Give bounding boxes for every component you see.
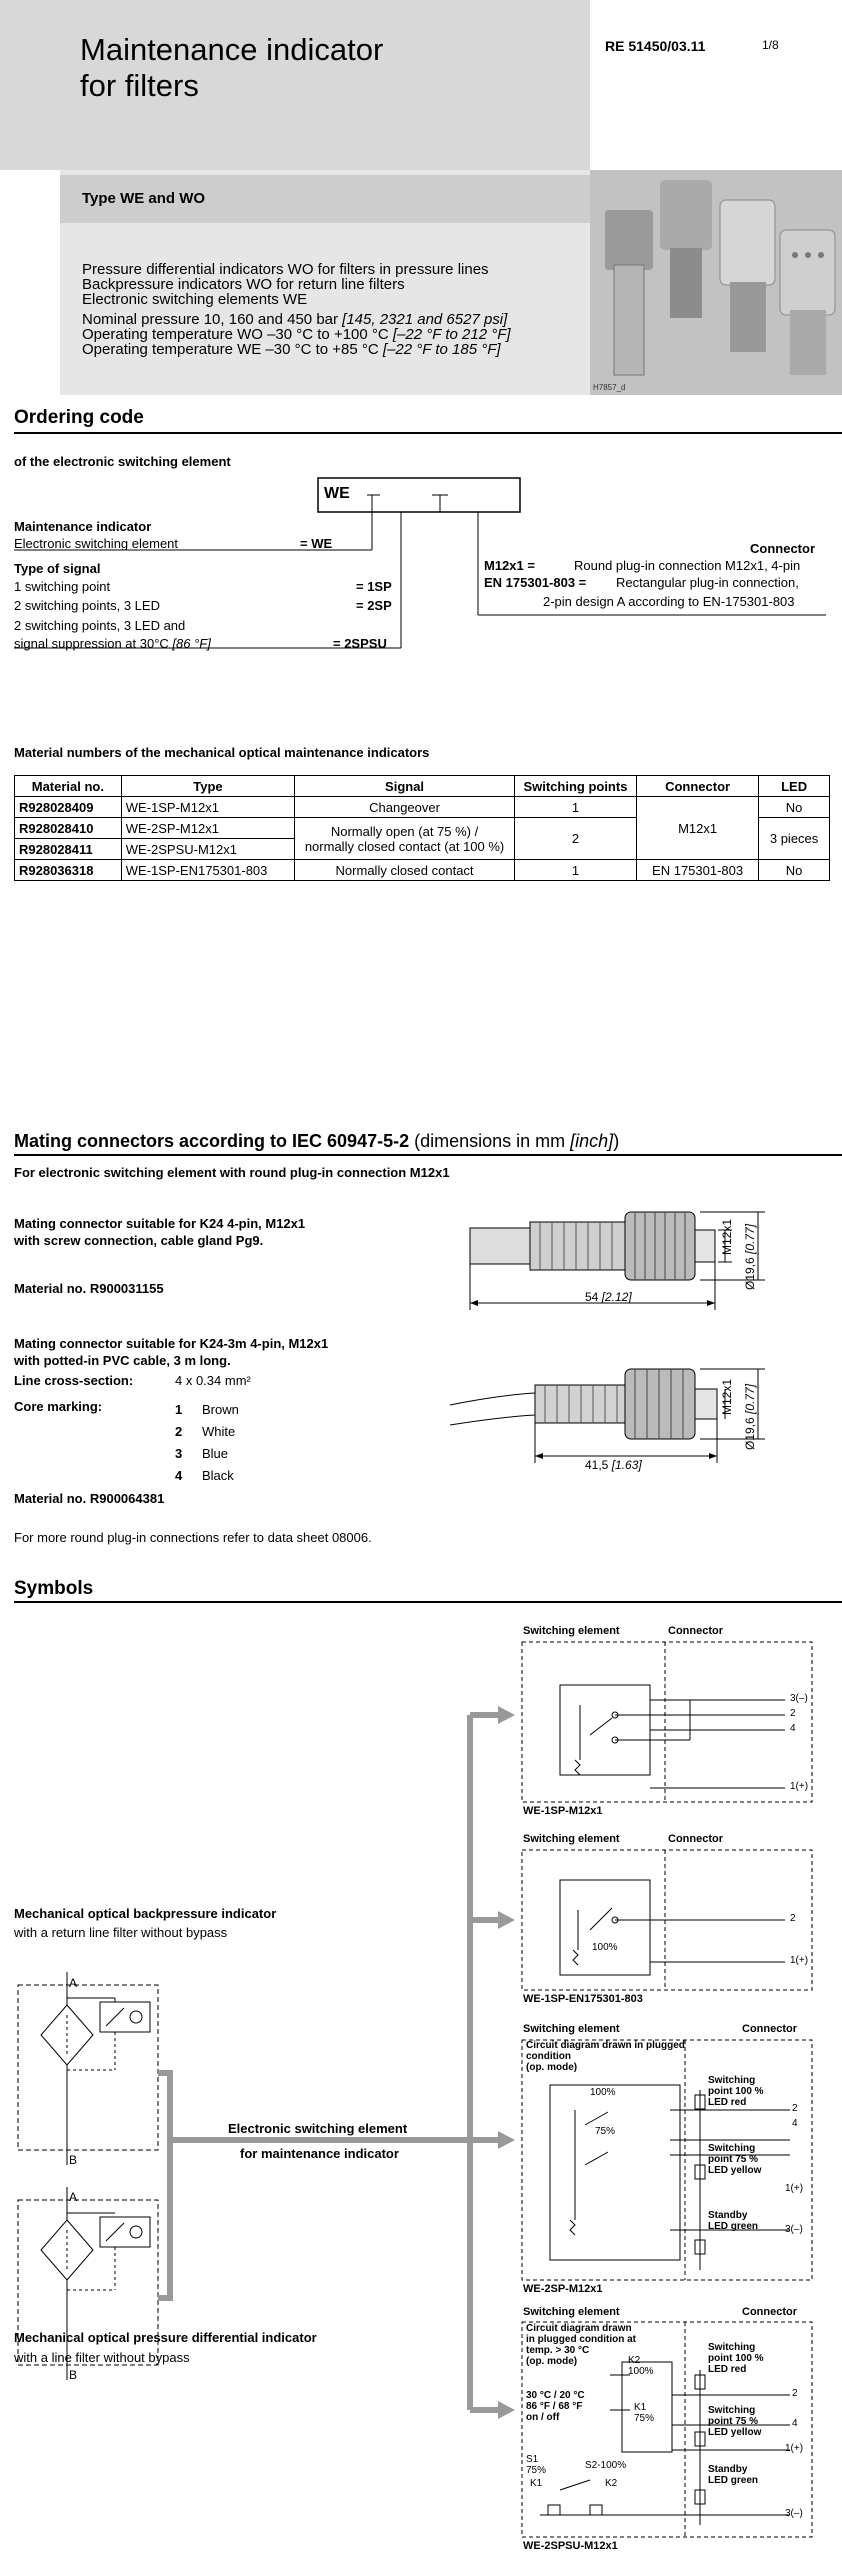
table-header-row	[15, 776, 830, 797]
port-label-a: A	[69, 2190, 78, 2204]
cross-section-label: Line cross-section:	[14, 1373, 134, 1388]
flow-arrows	[158, 1715, 500, 2410]
backpressure-title: Mechanical optical backpressure indicator	[14, 1906, 277, 1921]
switching-element-label: Switching element	[523, 1833, 620, 1845]
temperature-label: 30 °C / 20 °C 86 °F / 68 °F on / off	[526, 2390, 585, 2423]
spec-line: Operating temperature WE –30 °C to +85 °C [–22 °F to 185 °F]	[82, 341, 501, 358]
product-photo-illustration	[590, 170, 842, 395]
connector1-material: Material no. R900031155	[14, 1281, 164, 1296]
cell-material-no: R928028410	[15, 818, 122, 839]
connector-option: Round plug-in connection M12x1, 4-pin	[574, 558, 801, 573]
symbols-heading: Symbols	[14, 1578, 94, 1599]
core-marking-label: Core marking:	[14, 1399, 103, 1414]
switching-element-label: Switching element	[523, 2306, 620, 2318]
flow-arrow-heads	[498, 1706, 515, 2419]
connector-code: M12x1 =	[484, 558, 535, 573]
mating-subheading: For electronic switching element with round plug-in connection M12x1	[14, 1165, 450, 1180]
cell-points: 2	[514, 818, 636, 860]
switch-label: S1 75%	[526, 2454, 547, 2476]
pin-label: 3(–)	[785, 2224, 803, 2235]
ordering-code-heading: Ordering code	[14, 407, 144, 428]
pin-label: 2	[792, 2103, 798, 2114]
diagram-we-1sp-en	[522, 1850, 812, 1990]
connector-label: Connector	[742, 2023, 797, 2035]
column-header: Switching points	[514, 776, 636, 797]
table-row	[15, 860, 830, 881]
description	[82, 262, 489, 307]
port-label-b: B	[69, 2368, 78, 2382]
cell-signal: Normally open (at 75 %) / normally closed contact (at 100 %)	[295, 818, 515, 860]
signal-option: 2 switching points, 3 LED	[14, 598, 160, 613]
pin-label: 2	[792, 2388, 798, 2399]
description-line: Pressure differential indicators WO for filters in pressure lines	[82, 261, 489, 278]
connector2-length-dim: 41,5 [1.63]	[585, 1458, 642, 1472]
relay-label: K2	[605, 2478, 618, 2489]
relay-label: K1 75%	[634, 2402, 655, 2424]
column-header: Material no.	[15, 776, 122, 797]
description-line: Backpressure indicators WO for return line filters	[82, 276, 405, 293]
core-item: 4 Black	[175, 1468, 234, 1483]
table-row	[15, 797, 830, 818]
diagram-caption: WE-2SPSU-M12x1	[523, 2540, 618, 2552]
signal-code: = 1SP	[356, 579, 392, 594]
connector1-length-dim: 54 [2.12]	[585, 1290, 632, 1304]
core-item: 1 Brown	[175, 1402, 239, 1417]
signal-option: signal suppression at 30°C [86 °F]	[14, 636, 211, 651]
led-label: Standby LED green	[708, 2210, 759, 2232]
pin-label: 1(+)	[790, 1955, 809, 1966]
diagram-caption: WE-1SP-EN175301-803	[523, 1993, 643, 2005]
filter-symbol-differential	[18, 2187, 158, 2380]
connector-label: Connector	[668, 1625, 723, 1637]
diagram-caption: WE-2SP-M12x1	[523, 2283, 603, 2295]
relay-label: K2 100%	[628, 2355, 654, 2377]
diagram-we-2sp	[522, 2040, 812, 2280]
percent-label: 100%	[590, 2087, 616, 2098]
section-rule	[14, 1601, 842, 1603]
spec-line: Nominal pressure 10, 160 and 450 bar [145, 2321 and 6527 psi]	[82, 311, 508, 328]
relay-label: K1	[530, 2478, 543, 2489]
spec-line: Operating temperature WO –30 °C to +100 °C [–22 °F to 212 °F]	[82, 326, 511, 343]
pin-label: 4	[792, 2418, 798, 2429]
page-title: Maintenance indicator for filters	[80, 32, 384, 103]
cell-type: WE-2SP-M12x1	[121, 818, 294, 839]
doc-number: RE 51450/03.11	[605, 38, 706, 54]
differential-subtitle: with a line filter without bypass	[14, 2350, 190, 2365]
column-header: LED	[759, 776, 830, 797]
percent-label: 75%	[595, 2126, 616, 2137]
connector2-description: Mating connector suitable for K24-3m 4-pin, M12x1 with potted-in PVC cable, 3 m long.	[14, 1336, 329, 1368]
photo-caption: H7857_d	[593, 383, 626, 392]
description-line: Electronic switching elements WE	[82, 291, 308, 308]
core-item: 3 Blue	[175, 1446, 229, 1461]
cell-connector: M12x1	[637, 797, 759, 860]
connector-option: 2-pin design A according to EN-175301-803	[543, 594, 795, 609]
pin-label: 1(+)	[785, 2443, 804, 2454]
cell-connector: EN 175301-803	[637, 860, 759, 881]
product-photo	[590, 170, 842, 395]
switching-element-label: Switching element	[523, 2023, 620, 2035]
cross-section-value: 4 x 0.34 mm²	[175, 1373, 251, 1388]
cell-points: 1	[514, 860, 636, 881]
pin-label: 2	[790, 1913, 796, 1924]
column-header: Signal	[295, 776, 515, 797]
led-label: Switching point 100 % LED red	[708, 2075, 764, 2108]
ordering-code-prefix: WE	[324, 485, 350, 502]
switching-element-label: Switching element	[523, 1625, 620, 1637]
led-label: Switching point 75 % LED yellow	[708, 2405, 762, 2438]
signal-code: = 2SP	[356, 598, 392, 613]
circuit-note: Circuit diagram drawn in plugged condition at temp. > 30 °C (op. mode)	[526, 2323, 636, 2367]
core-item: 2 White	[175, 1424, 236, 1439]
connector-code: EN 175301-803 =	[484, 575, 587, 590]
led-label: Switching point 100 % LED red	[708, 2342, 764, 2375]
port-label-b: B	[69, 2153, 78, 2167]
circuit-note: Circuit diagram drawn in plugged condition (op. mode)	[526, 2040, 685, 2073]
maintenance-label: Maintenance indicator	[14, 519, 152, 534]
connector1-thread-dim: M12x1	[720, 1218, 734, 1255]
port-label-a: A	[69, 1976, 78, 1990]
connector1-diameter-dim: Ø19,6 [0.77]	[743, 1223, 757, 1290]
cell-type: WE-1SP-M12x1	[121, 797, 294, 818]
switch-label: S2-100%	[585, 2460, 627, 2471]
pin-label: 1(+)	[785, 2183, 804, 2194]
differential-title: Mechanical optical pressure differential indicator	[14, 2330, 317, 2345]
connector2-diameter-dim: Ø19,6 [0.77]	[743, 1383, 757, 1450]
diagram-caption: WE-1SP-M12x1	[523, 1805, 603, 1817]
connector2-material: Material no. R900064381	[14, 1491, 165, 1506]
column-header: Type	[121, 776, 294, 797]
signal-code: = 2SPSU	[333, 636, 387, 651]
signal-label: Type of signal	[14, 561, 101, 576]
center-label: for maintenance indicator	[240, 2146, 399, 2161]
mating-note: For more round plug-in connections refer to data sheet 08006.	[14, 1530, 372, 1545]
cell-led: No	[759, 860, 830, 881]
core-marking-list	[175, 1399, 239, 1487]
connector-label: Connector	[742, 2306, 797, 2318]
cell-points: 1	[514, 797, 636, 818]
filter-symbol-backpressure	[18, 1972, 158, 2165]
cell-led: No	[759, 797, 830, 818]
cell-type: WE-2SPSU-M12x1	[121, 839, 294, 860]
section-rule	[14, 1154, 842, 1156]
maintenance-item: Electronic switching element	[14, 536, 179, 551]
led-label: Standby LED green	[708, 2464, 759, 2486]
pin-label: 4	[790, 1723, 796, 1734]
cell-material-no: R928028409	[15, 797, 122, 818]
ordering-subheading: of the electronic switching element	[14, 454, 231, 469]
connector-option: Rectangular plug-in connection,	[616, 575, 799, 590]
signal-option: 2 switching points, 3 LED and	[14, 618, 186, 633]
connector2-thread-dim: M12x1	[720, 1378, 734, 1415]
pin-label: 1(+)	[790, 1781, 809, 1792]
pin-label: 3(–)	[785, 2508, 803, 2519]
specifications	[82, 312, 511, 357]
led-label: Switching point 75 % LED yellow	[708, 2143, 762, 2176]
cell-material-no: R928028411	[15, 839, 122, 860]
mating-heading: Mating connectors according to IEC 60947-5-2 (dimensions in mm [inch])	[14, 1131, 620, 1151]
maintenance-code: = WE	[300, 536, 333, 551]
pin-label: 4	[792, 2118, 798, 2129]
pin-label: 3(–)	[790, 1693, 808, 1704]
materials-table	[14, 775, 830, 881]
cell-type: WE-1SP-EN175301-803	[121, 860, 294, 881]
column-header: Connector	[637, 776, 759, 797]
type-heading: Type WE and WO	[82, 190, 206, 207]
signal-option: 1 switching point	[14, 579, 111, 594]
diagram-we-1sp	[522, 1642, 812, 1802]
backpressure-subtitle: with a return line filter without bypass	[14, 1925, 228, 1940]
page-number: 1/8	[762, 38, 779, 52]
pin-label: 2	[790, 1708, 796, 1719]
connector-label: Connector	[750, 541, 815, 556]
cell-led: 3 pieces	[759, 818, 830, 860]
connector-label: Connector	[668, 1833, 723, 1845]
cell-material-no: R928036318	[15, 860, 122, 881]
cell-signal: Changeover	[295, 797, 515, 818]
section-rule	[14, 432, 842, 434]
connector1-description: Mating connector suitable for K24 4-pin, M12x1 with screw connection, cable gland Pg9.	[14, 1216, 306, 1248]
cell-signal: Normally closed contact	[295, 860, 515, 881]
percent-label: 100%	[592, 1942, 618, 1953]
center-label: Electronic switching element	[228, 2121, 408, 2136]
materials-heading: Material numbers of the mechanical optical maintenance indicators	[14, 745, 430, 760]
